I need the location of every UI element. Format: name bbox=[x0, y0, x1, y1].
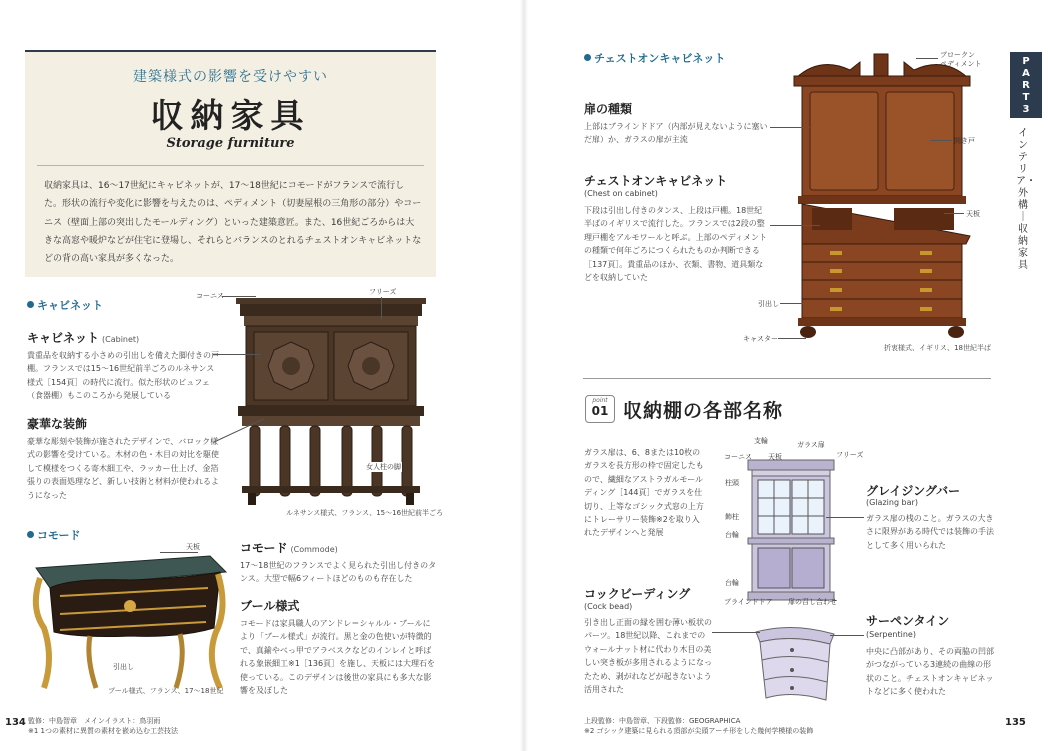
bullet-icon bbox=[27, 531, 34, 538]
label-pilaster: 飾柱 bbox=[725, 513, 739, 521]
text-boulle: コモードは家具職人のアンドレ＝シャルル・ブールにより「ブール様式」が流行。黒と金の色使いが特徴的で、真鍮やべっ甲でアラベスクなどのインレイと呼ばれる象嵌細工※1［136頁］を施し、天板には大理石を使っている。このデザインは後世の家具にも多大な影響を及ぼした bbox=[240, 619, 436, 696]
leader-line bbox=[712, 632, 760, 633]
heading-cabinet: キャビネット (Cabinet) bbox=[27, 331, 140, 345]
leader-line bbox=[778, 338, 806, 339]
point-badge bbox=[585, 395, 615, 423]
bullet-icon bbox=[584, 54, 591, 61]
leader-line bbox=[381, 297, 382, 319]
side-tab-text: インテリア・外構｜収納家具 bbox=[1016, 128, 1036, 271]
text-cabinet: 貴重品を収納する小さめの引出しを備えた脚付きの戸棚。フランスでは15〜16世紀前半ごろのルネサンス様式［154頁］の時代に流行。似た形状のビュフェ（食器棚）もこのころから発展している bbox=[27, 351, 219, 401]
label-capital: 柱頭 bbox=[725, 479, 739, 487]
point-number: 01 bbox=[591, 404, 609, 418]
label-hinged-door: 開き戸 bbox=[954, 137, 975, 145]
section-heading-cabinet: キャビネット bbox=[27, 297, 103, 313]
heading-cock-bead: コックビーディング bbox=[584, 587, 691, 601]
heading-boulle: ブール様式 bbox=[240, 599, 300, 613]
caption-chest: 折衷様式、イギリス、18世紀半ば bbox=[884, 344, 991, 352]
text-decoration: 豪華な彫刻や装飾が施されたデザインで、バロック様式の影響を受けている。木材の色・木目の対比を駆使して模様をつくる寄木細工や、ラッカー仕上げ、金箔張りの表面処理など、新しい技術と材料が使われるようになった bbox=[27, 437, 219, 500]
label-blind-door: ブラインドドア bbox=[724, 598, 773, 606]
text-cock-bead: 引き出し正面の縁を囲む薄い板状のパーツ。18世紀以降、これまでのウォールナット材に代わり木目の美しい突き板が多用されるようになったため、剥がれなどが起きないよう活用された bbox=[584, 618, 712, 695]
leader-line bbox=[826, 517, 864, 518]
label-cornice: コーニス bbox=[196, 292, 224, 300]
leader-line bbox=[770, 127, 810, 128]
leader-line bbox=[944, 213, 964, 214]
commode-illustration bbox=[30, 548, 230, 698]
caption-cabinet: ルネサンス様式、フランス、15〜16世紀前半ごろ bbox=[286, 509, 444, 517]
label-cornice-diagram: コーニス bbox=[724, 453, 752, 461]
leader-line bbox=[160, 552, 198, 553]
heading-serpentine: サーペンタイン bbox=[866, 614, 950, 628]
point-word: point bbox=[592, 397, 608, 404]
label-base-top: 台輪 bbox=[725, 531, 739, 539]
label-commode-drawer: 引出し bbox=[113, 663, 134, 671]
label-caster: キャスター bbox=[743, 335, 778, 343]
title-subtitle: 建築様式の影響を受けやすい bbox=[133, 69, 328, 85]
cabinet-illustration bbox=[228, 290, 438, 515]
page-title: 収納家具 bbox=[150, 96, 311, 135]
text-glass-door: ガラス扉は、6、8または10枚のガラスを長方形の枠で固定したもので、繊細なアストラガルモールディング［144頁］でガラスを仕切り、上等なゴシック式窓の上方にトレーサリー装飾※2を取り入れたデザインへと発展 bbox=[584, 448, 704, 538]
label-broken-pediment: ブロークン ペディメント bbox=[940, 51, 982, 68]
caption-commode: ブール様式、フランス、17〜18世紀 bbox=[108, 687, 224, 695]
footer-credit-left: 監修：中島智章 メインイラスト：鳥羽雨 bbox=[28, 717, 161, 725]
heading-decoration: 豪華な装飾 bbox=[27, 417, 88, 431]
label-chest-top: 天板 bbox=[966, 210, 980, 218]
heading-door-types: 扉の種類 bbox=[584, 102, 633, 116]
chest-illustration bbox=[790, 48, 980, 348]
section-divider bbox=[583, 378, 991, 379]
page-number-right: 135 bbox=[1005, 717, 1026, 728]
footer-note-left: ※1 1つの素材に異質の素材を嵌め込む工芸技法 bbox=[28, 727, 178, 735]
text-door-types: 上部はブラインドドア（内部が見えないように塞いだ扉）か、ガラスの扉が主流 bbox=[584, 122, 768, 145]
shelf-diagram bbox=[746, 458, 838, 606]
leader-line bbox=[830, 635, 864, 636]
heading-glazing-bar-en: (Glazing bar) bbox=[866, 498, 918, 507]
title-english: Storage furniture bbox=[166, 136, 295, 151]
serpentine-diagram bbox=[752, 620, 842, 710]
page-number-left: 134 bbox=[5, 717, 26, 728]
label-frieze-diagram: フリーズ bbox=[836, 451, 864, 459]
label-bracket: 支輪 bbox=[754, 437, 768, 445]
heading-glazing-bar: グレイジングバー bbox=[866, 484, 961, 498]
point-title: 収納棚の各部名称 bbox=[623, 400, 784, 422]
heading-chest-en: (Chest on cabinet) bbox=[584, 189, 658, 198]
label-crown: 天板 bbox=[768, 453, 782, 461]
label-caryatid: 女人柱の脚 bbox=[366, 463, 401, 471]
heading-commode: コモード (Commode) bbox=[240, 541, 338, 555]
leader-line bbox=[916, 58, 938, 59]
text-serpentine: 中央に凸部があり、その両脇の凹部がつながっている3連続の曲線の形状のこと。チェストオンキャビネットなどに多く使われた bbox=[866, 647, 994, 697]
label-frieze: フリーズ bbox=[369, 288, 397, 296]
footer-credit-right: 上段監修：中島智章、下段監修：GEOGRAPHICA bbox=[584, 717, 741, 725]
intro-text: 収納家具は、16〜17世紀にキャビネットが、17〜18世紀にコモードがフランスで流行した。形状の流行や変化に影響を与えたのは、ペディメント（切妻屋根の三角形の部分）やコーニス（壁面上部の突出したモールディング）といった建築意匠。また、16世紀ごろからは大きな高窓や暖炉などが住宅に登場し、それらとバランスのとれるチェストオンキャビネットなどの背の高い家具が多くなった。 bbox=[44, 181, 422, 265]
section-heading-commode: コモード bbox=[27, 527, 81, 543]
text-commode: 17〜18世紀のフランスでよく見られた引出し付きのタンス。大型で幅6フィートほどのものも存在した bbox=[240, 561, 437, 584]
part-tab: PART 3 bbox=[1010, 52, 1042, 118]
label-chest-drawer: 引出し bbox=[758, 300, 779, 308]
text-chest: 下段は引出し付きのタンス、上段は戸棚。18世紀半ばのイギリスで流行した。フランスでは2段の整理戸棚をアルモワールと呼ぶ。上部のペディメントの種類で何年ごろにつくられたものか判断できる［137頁］。貴重品のほか、衣類、書物、道具類などを収納していた bbox=[584, 206, 768, 283]
leader-line bbox=[770, 225, 820, 226]
heading-serpentine-en: (Serpentine) bbox=[866, 630, 916, 639]
title-box bbox=[25, 50, 436, 277]
leader-line bbox=[780, 303, 816, 304]
text-glazing-bar: ガラス扉の桟のこと。ガラスの大きさに限界がある時代では装飾の手法として多く用いられた bbox=[866, 514, 994, 550]
leader-line bbox=[222, 296, 256, 297]
bullet-icon bbox=[27, 301, 34, 308]
label-commode-top: 天板 bbox=[186, 543, 200, 551]
label-pediment-glass: ガラス扉 bbox=[797, 441, 825, 449]
title-divider bbox=[37, 165, 424, 166]
label-meeting-stile: 扉の召し合わせ bbox=[788, 598, 837, 606]
label-base-bottom: 台輪 bbox=[725, 579, 739, 587]
footer-note-right: ※2 ゴシック建築に見られる頂部が尖頭アーチ形をした幾何学模様の装飾 bbox=[584, 727, 814, 735]
section-heading-chest: チェストオンキャビネット bbox=[584, 50, 725, 66]
heading-cock-bead-en: (Cock bead) bbox=[584, 602, 633, 611]
leader-line bbox=[930, 140, 952, 141]
gutter bbox=[520, 0, 528, 751]
leader-line bbox=[213, 354, 261, 355]
heading-chest: チェストオンキャビネット bbox=[584, 174, 728, 188]
